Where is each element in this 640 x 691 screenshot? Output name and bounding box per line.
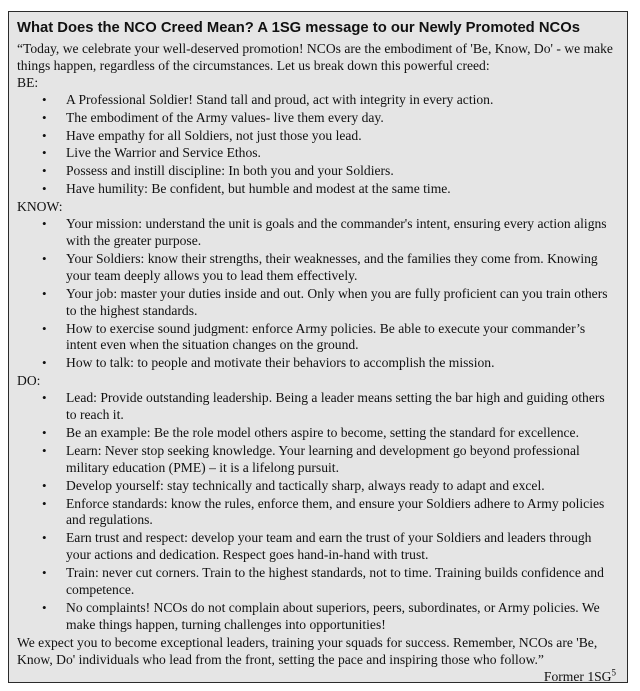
signature — [17, 669, 618, 686]
list-item: • Possess and instill discipline: In both you and your Soldiers. — [66, 163, 618, 180]
section-do — [17, 373, 618, 634]
bullet-list — [17, 92, 618, 198]
list-item: • Your mission: understand the unit is goals and the commander's intent, ensuring every action aligns with the greater purpose. — [66, 216, 618, 250]
list-item: • Live the Warrior and Service Ethos. — [66, 145, 618, 162]
list-item: • Learn: Never stop seeking knowledge. Your learning and development go beyond professional military education (PME) – it is a lifelong pursuit. — [66, 443, 618, 477]
bullet-list — [17, 216, 618, 372]
message-title: What Does the NCO Creed Mean? A 1SG message to our Newly Promoted NCOs — [17, 20, 580, 36]
list-item: • Lead: Provide outstanding leadership. Being a leader means setting the bar high and guiding others to reach it. — [66, 390, 618, 424]
list-item: • Have humility: Be confident, but humble and modest at the same time. — [66, 181, 618, 198]
list-item: • Your Soldiers: know their strengths, their weaknesses, and the families they come from. Knowing your team deeply allows you to lead them effectively. — [66, 251, 618, 285]
list-item: • How to talk: to people and motivate their behaviors to accomplish the mission. — [66, 355, 618, 372]
list-item: • Be an example: Be the role model others aspire to become, setting the standard for excellence. — [66, 425, 618, 442]
bullet-list — [17, 390, 618, 634]
section-heading: DO: — [17, 373, 41, 389]
creed-message-box — [8, 11, 628, 683]
list-item: • Have empathy for all Soldiers, not just those you lead. — [66, 128, 618, 145]
section-be — [17, 75, 618, 198]
list-item: • How to exercise sound judgment: enforce Army policies. Be able to execute your commander’s intent even when the situation changes on the ground. — [66, 321, 618, 355]
list-item: • A Professional Soldier! Stand tall and proud, act with integrity in every action. — [66, 92, 618, 109]
section-heading: KNOW: — [17, 199, 63, 215]
section-know — [17, 199, 618, 372]
list-item: • Earn trust and respect: develop your team and earn the trust of your Soldiers and leaders through your actions and dedication. Respect goes hand-in-hand with trust. — [66, 530, 618, 564]
list-item: • No complaints! NCOs do not complain about superiors, peers, subordinates, or Army policies. We make things happen, turning challenges into opportunities! — [66, 600, 618, 634]
footnote-marker: 5 — [611, 667, 616, 678]
list-item: • The embodiment of the Army values- live them every day. — [66, 110, 618, 127]
signature-text: Former 1SG — [543, 668, 612, 684]
list-item: • Train: never cut corners. Train to the highest standards, not to time. Training builds confidence and competence. — [66, 565, 618, 599]
list-item: • Your job: master your duties inside and out. Only when you are fully proficient can you train others to the highest standards. — [66, 286, 618, 320]
closing-paragraph: We expect you to become exceptional leaders, training your squads for success. Remember, NCOs are 'Be, Know, Do' individuals who lead from the front, setting the pace and inspiring those who follow.” — [17, 634, 598, 667]
intro-paragraph: “Today, we celebrate your well-deserved promotion! NCOs are the embodiment of 'Be, Know, Do' - we make things happen, regardless of the circumstances. Let us break down this powerful creed: — [17, 41, 613, 73]
list-item: • Enforce standards: know the rules, enforce them, and ensure your Soldiers adhere to Army policies and regulations. — [66, 496, 618, 530]
list-item: • Develop yourself: stay technically and tactically sharp, always ready to adapt and excel. — [66, 478, 618, 495]
section-heading: BE: — [17, 74, 39, 90]
